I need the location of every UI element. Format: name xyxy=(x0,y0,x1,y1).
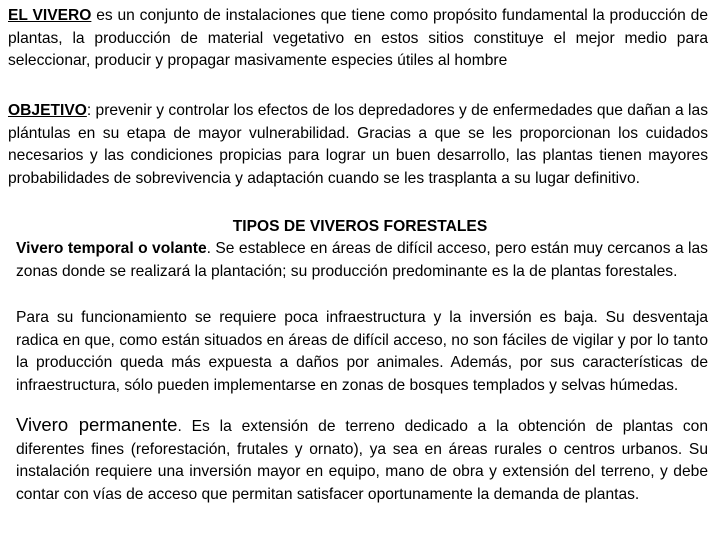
intro-text: es un conjunto de instalaciones que tiene como propósito fundamental la producción de plantas, la producción de material vegetativo en estos sitios constituye el mejor medio para seleccionar, producir y propagar masivamente especies útiles al hombre xyxy=(8,7,708,70)
permanent-lead: Vivero permanente xyxy=(16,414,178,435)
temporal-lead: Vivero temporal o volante xyxy=(16,240,207,257)
permanent-text: . Es la extensión de terreno dedicado a la obtención de plantas con diferentes fines (reforestación, frutales y ornato), ya sea en áreas rurales o centros urbanos. Su instalación requiere una inversión mayor en equipo, mano de obra y extensión del terreno, y debe contar con vías de acceso que permitan satisfacer oportunamente la demanda de plantas. xyxy=(16,418,708,504)
temporal-detail-paragraph: Para su funcionamiento se requiere poca infraestructura y la inversión es baja. Su desventaja radica en que, como están situados en áreas de difícil acceso, no son fáciles de vigilar y por lo tanto la producción queda más expuesta a daños por animales. Además, por sus características de infraestructura, sólo pueden implementarse en zonas de bosques templados y selvas húmedas. xyxy=(16,309,708,395)
intro-term: EL VIVERO xyxy=(8,7,92,24)
temporal-text: . Se establece en áreas de difícil acceso, pero están muy cercanos a las zonas donde se realizará la plantación; su producción predominante es la de plantas forestales. xyxy=(16,240,708,280)
objective-text: : prevenir y controlar los efectos de los depredadores y de enfermedades que dañan a las plántulas en su etapa de mayor vulnerabilidad. Gracias a que se les proporcionan los cuidados necesarios y las condiciones propicias para lograr un buen desarrollo, las plantas tienen mayores probabilidades de sobrevivencia y adaptación cuando se les trasplanta a su lugar definitivo. xyxy=(8,102,708,188)
types-heading: TIPOS DE VIVEROS FORESTALES xyxy=(232,218,488,235)
permanent-paragraph xyxy=(16,414,708,507)
objective-term: OBJETIVO xyxy=(8,102,87,119)
objective-paragraph xyxy=(8,100,708,191)
temporal-paragraph xyxy=(16,238,708,283)
intro-paragraph xyxy=(8,5,708,73)
